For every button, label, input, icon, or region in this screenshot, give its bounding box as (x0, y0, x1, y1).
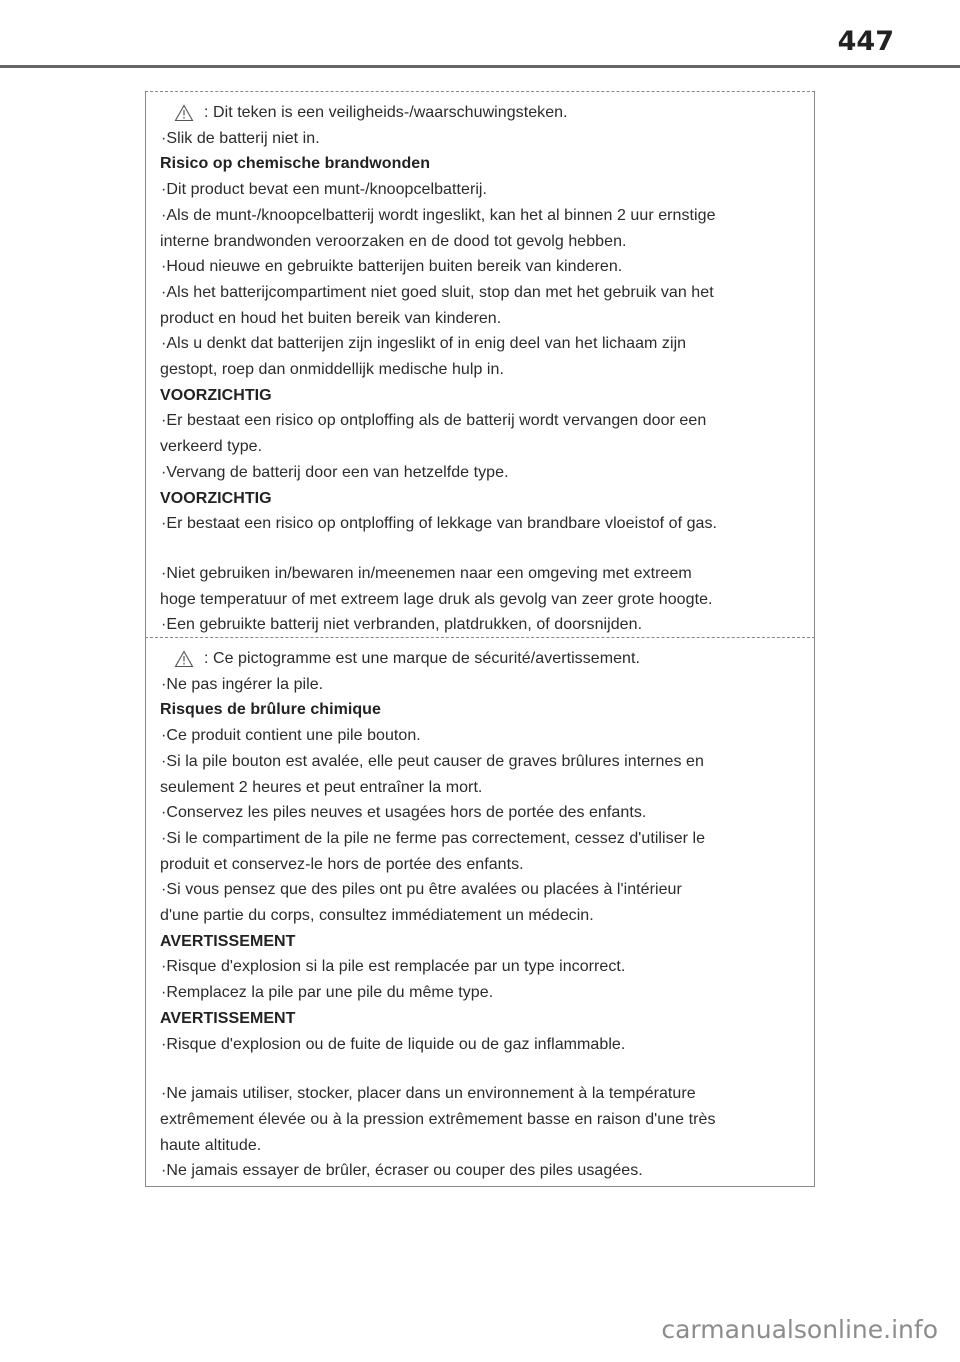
section-heading: Risico op chemische brandwonden (160, 155, 431, 173)
dutch-content (146, 92, 814, 638)
bullet-line: ·Niet gebruiken in/bewaren in/meenemen naar een omgeving met extreem (161, 564, 692, 582)
bullet-line: ·Si la pile bouton est avalée, elle peut causer de graves brûlures internes en (161, 752, 704, 770)
french-symbol-text: : Ce pictogramme est une marque de sécurité/avertissement. (204, 650, 640, 667)
bullet-line: ·Als het batterijcompartiment niet goed sluit, stop dan met het gebruik van het (161, 283, 714, 301)
bullet-line: ·Ne jamais essayer de brûler, écraser ou couper des piles usagées. (161, 1162, 643, 1180)
continuation-line: extrêmement élevée ou à la pression extrêmement basse en raison d'une très (160, 1110, 716, 1128)
french-symbol-line (160, 646, 814, 672)
dutch-lines (160, 126, 814, 638)
warning-triangle-icon (174, 650, 194, 668)
continuation-line: interne brandwonden veroorzaken en de dood tot gevolg hebben. (160, 232, 627, 250)
dutch-warning-box (145, 91, 815, 637)
page-number: 447 (837, 26, 894, 57)
bullet-line: ·Ce produit contient une pile bouton. (161, 727, 421, 745)
section-heading: Risques de brûlure chimique (160, 701, 381, 719)
dutch-symbol-line (160, 100, 814, 126)
continuation-line: gestopt, roep dan onmiddellijk medische hulp in. (160, 361, 504, 379)
header-rule (0, 65, 960, 68)
bullet-line: ·Als u denkt dat batterijen zijn ingeslikt of in enig deel van het lichaam zijn (161, 335, 687, 353)
section-heading: AVERTISSEMENT (160, 932, 296, 950)
bullet-line: ·Risque d'explosion ou de fuite de liquide ou de gaz inflammable. (161, 1035, 626, 1053)
section-heading: VOORZICHTIG (160, 489, 272, 507)
bullet-line: ·Si vous pensez que des piles ont pu être avalées ou placées à l'intérieur (161, 881, 682, 899)
continuation-line: d'une partie du corps, consultez immédiatement un médecin. (160, 907, 594, 925)
bullet-line: ·Slik de batterij niet in. (161, 129, 320, 147)
bullet-line: ·Ne pas ingérer la pile. (161, 675, 324, 693)
bullet-line: ·Houd nieuwe en gebruikte batterijen buiten bereik van kinderen. (161, 258, 623, 276)
continuation-line: produit et conservez-le hors de portée des enfants. (160, 855, 524, 873)
bullet-line: ·Conservez les piles neuves et usagées hors de portée des enfants. (161, 804, 647, 822)
french-warning-box (145, 637, 815, 1187)
bullet-line: ·Als de munt-/knoopcelbatterij wordt ingeslikt, kan het al binnen 2 uur ernstige (161, 206, 716, 224)
bullet-line: ·Ne jamais utiliser, stocker, placer dans un environnement à la température (161, 1085, 696, 1103)
continuation-line: seulement 2 heures et peut entraîner la mort. (160, 778, 483, 796)
bullet-line: ·Er bestaat een risico op ontploffing of lekkage van brandbare vloeistof of gas. (161, 515, 718, 533)
continuation-line: haute altitude. (160, 1136, 262, 1154)
section-heading: VOORZICHTIG (160, 386, 272, 404)
continuation-line: product en houd het buiten bereik van kinderen. (160, 309, 502, 327)
continuation-line: hoge temperatuur of met extreem lage druk als gevolg van zeer grote hoogte. (160, 590, 713, 608)
bullet-line: ·Vervang de batterij door een van hetzelfde type. (161, 463, 509, 481)
french-content (146, 638, 814, 1184)
bullet-line: ·Risque d'explosion si la pile est remplacée par un type incorrect. (161, 958, 626, 976)
continuation-line: verkeerd type. (160, 438, 263, 456)
warning-triangle-icon (174, 104, 194, 122)
dutch-symbol-text: : Dit teken is een veiligheids-/waarschuwingsteken. (204, 104, 568, 121)
bullet-line: ·Dit product bevat een munt-/knoopcelbatterij. (161, 181, 488, 199)
bullet-line: ·Remplacez la pile par une pile du même type. (161, 984, 494, 1002)
bullet-line: ·Er bestaat een risico op ontploffing als de batterij wordt vervangen door een (161, 412, 707, 430)
paragraph-gap (160, 537, 814, 561)
watermark: carmanualsonline.info (661, 1315, 938, 1344)
bullet-line: ·Si le compartiment de la pile ne ferme pas correctement, cessez d'utiliser le (161, 829, 706, 847)
french-lines (160, 672, 814, 1184)
bullet-line: ·Een gebruikte batterij niet verbranden, platdrukken, of doorsnijden. (161, 616, 643, 634)
paragraph-gap (160, 1057, 814, 1081)
section-heading: AVERTISSEMENT (160, 1009, 296, 1027)
